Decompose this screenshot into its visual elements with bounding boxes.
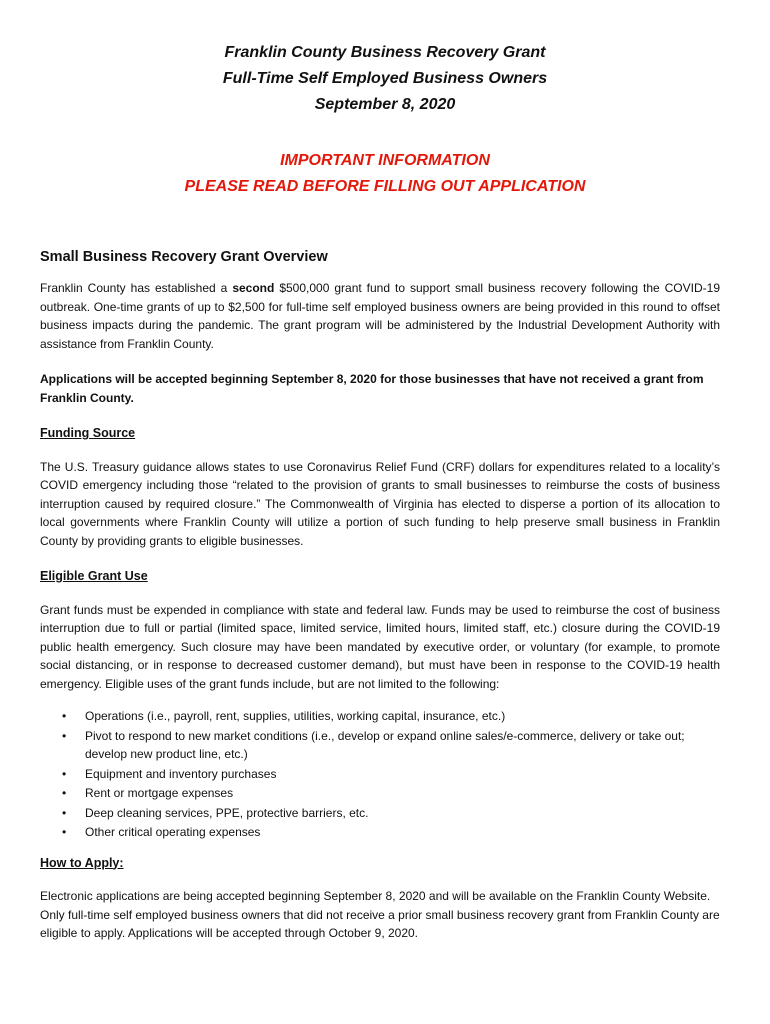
overview-heading: Small Business Recovery Grant Overview bbox=[40, 249, 328, 265]
title-block bbox=[0, 40, 770, 118]
list-item bbox=[40, 727, 720, 764]
bullet-icon: • bbox=[62, 709, 67, 723]
applications-notice: Applications will be accepted beginning September 8, 2020 for those businesses that have not received a grant from Franklin County. bbox=[40, 372, 704, 405]
overview-text-start: Franklin County has established a bbox=[40, 281, 233, 295]
overview-paragraph bbox=[40, 279, 720, 353]
overview-emphasis: second bbox=[232, 281, 275, 295]
notice-instruction: PLEASE READ BEFORE FILLING OUT APPLICATION bbox=[184, 178, 586, 195]
overview-text-end: $500,000 grant fund to support small business recovery following the COVID-19 outbreak. One-time grants of up to $2,500 for full-time self employed business owners are being provided in this round to offset business impacts during the pandemic. The grant program will be administered by the Industrial Development Authority with assistance from Franklin County. bbox=[40, 281, 720, 351]
list-item-text: Operations (i.e., payroll, rent, supplies, utilities, working capital, insurance, etc.) bbox=[85, 709, 506, 723]
bullet-icon: • bbox=[62, 728, 67, 743]
list-item-text: Other critical operating expenses bbox=[85, 825, 261, 839]
bullet-icon: • bbox=[62, 766, 67, 781]
how-to-apply-paragraph: Electronic applications are being accepted beginning September 8, 2020 and will be available on the Franklin County Website. Only full-time self employed business owners that did not receive a prior small business recovery grant from Franklin County are eligible to apply. Applications will be accepted through October 9, 2020. bbox=[40, 889, 720, 940]
important-notice bbox=[0, 148, 770, 200]
eligible-use-heading: Eligible Grant Use bbox=[40, 569, 148, 583]
list-item-text: Rent or mortgage expenses bbox=[85, 786, 234, 800]
funding-source-paragraph: The U.S. Treasury guidance allows states to use Coronavirus Relief Fund (CRF) dollars for expenditures related to a locality’s COVID emergency including those “related to the provision of grants to small businesses to reimburse the costs of business interruption caused by required closure.” The Commonwealth of Virginia has elected to disperse a portion of its allocation to local governments where Franklin County will utilize a portion of such funding to help preserve small business in Franklin County by providing grants to eligible businesses. bbox=[40, 459, 720, 548]
notice-heading: IMPORTANT INFORMATION bbox=[280, 152, 490, 169]
list-item bbox=[40, 823, 720, 842]
list-item-text: Deep cleaning services, PPE, protective barriers, etc. bbox=[85, 805, 369, 820]
how-to-apply-heading: How to Apply: bbox=[40, 855, 124, 870]
document-title: Franklin County Business Recovery Grant bbox=[224, 44, 546, 61]
bullet-icon: • bbox=[62, 805, 67, 820]
eligible-use-paragraph: Grant funds must be expended in compliance with state and federal law. Funds may be used to reimburse the cost of business interruption due to full or partial (limited space, limited service, limited hours, limited staff, etc.) closure during the COVID-19 public health emergency. Such closure may have been mandated by executive order, or voluntary (for example, to promote social distancing, or in response to decreased customer demand), but must have been in response to the COVID-19 health emergency. Eligible uses of the grant funds include, but are not limited to the following: bbox=[40, 602, 720, 691]
list-item bbox=[40, 765, 720, 784]
bullet-icon: • bbox=[62, 786, 67, 800]
list-item-text: Equipment and inventory purchases bbox=[85, 766, 277, 781]
document-subtitle: Full-Time Self Employed Business Owners bbox=[222, 70, 548, 87]
document-body bbox=[40, 247, 720, 960]
bullet-icon: • bbox=[62, 825, 67, 839]
list-item bbox=[40, 804, 720, 823]
eligible-uses-list bbox=[40, 707, 720, 842]
document-date: September 8, 2020 bbox=[314, 96, 456, 113]
list-item-text: Pivot to respond to new market conditions (i.e., develop or expand online sales/e-commerce, delivery or take out; develop new product line, etc.) bbox=[85, 728, 685, 761]
funding-source-heading: Funding Source bbox=[40, 426, 136, 440]
list-item bbox=[40, 707, 720, 726]
list-item bbox=[40, 784, 720, 803]
